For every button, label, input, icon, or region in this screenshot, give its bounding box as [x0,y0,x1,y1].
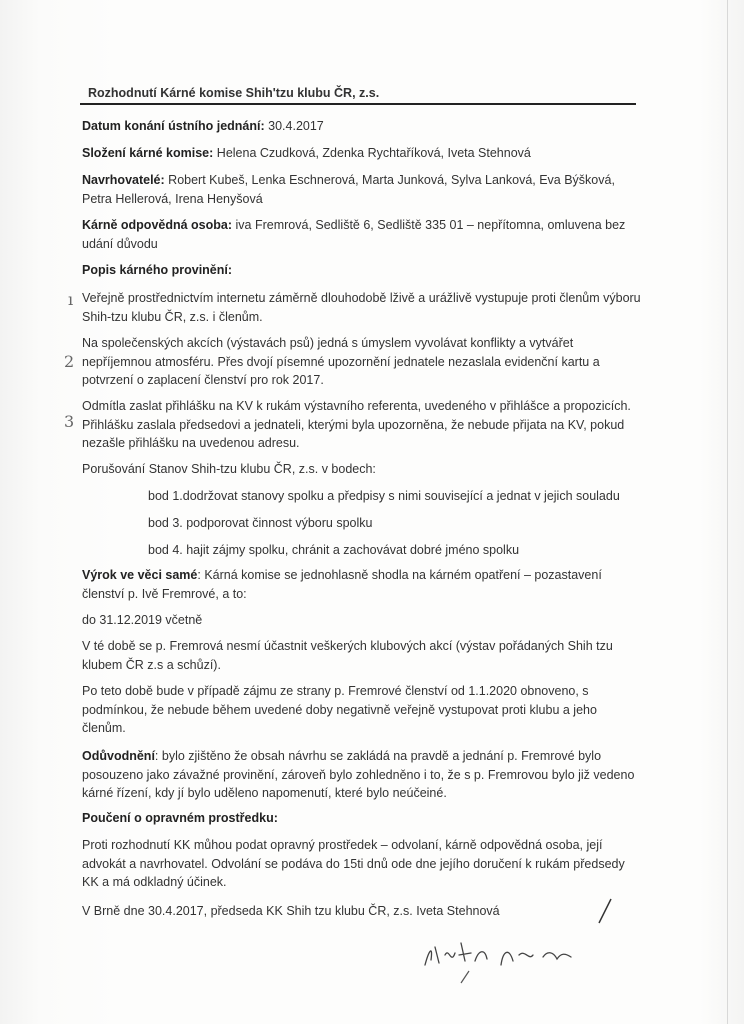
reasoning-label: Odůvodnění [82,749,155,763]
statutes-intro: Porušování Stanov Shih-tzu klubu ČR, z.s. v bodech: [82,462,376,476]
page-edge [727,0,728,1024]
offence-paragraph-3: Odmítla zaslat přihlášku na KV k rukám výstavního referenta, uvedeného v přihlášce a propozicích. Přihlášku zaslala předsedovi a jednateli, kterými byla upozorněna, že nebude přijata na KV, pokud nezašle přihlášku na uvedenou adresu. [82,399,631,450]
verdict-paragraph-3: Po teto době bude v případě zájmu ze strany p. Fremrové členství od 1.1.2020 obnoveno, s podmínkou, že nebude během uvedené doby negativně veřejně vystupovat proti klubu a jeho členům. [82,684,597,735]
verdict-value: : Kárná komise se jednohlasně shodla na kárném opatření – pozastavení členství p. Ivě Fremrové, a to: [82,568,602,601]
appeal-paragraph: Proti rozhodnutí KK můhou podat opravný prostředek – odvolaní, kárně odpovědná osoba, její advokát a navrhovatel. Odvolání se podáva do 15ti dnů ode dne jejího doručení k rukám předsedy KK a má odkladný účinek. [82,838,625,889]
margin-mark-2: 2 [64,352,75,371]
signature-stroke-mark [595,895,615,925]
statute-point-1: bod 1.dodržovat stanovy spolku a předpisy s nimi související a jednat v jejich souladu [148,489,620,503]
proposers-label: Navrhovatelé: [82,173,165,187]
committee-value: Helena Czudková, Zdenka Rychtaříková, Iveta Stehnová [216,146,531,160]
responsible-value: iva Fremrová, Sedliště 6, Sedliště 335 01 – nepřítomna, omluvena bez udání důvodu [82,218,626,251]
proposers-value: Robert Kubeš, Lenka Eschnerová, Marta Junková, Sylva Lanková, Eva Býšková, Petra Hellerová, Irena Henyšová [82,173,615,206]
offence-paragraph-2: Na společenských akcích (výstavách psů) jedná s úmyslem vyvolávat konflikty a vytvářet nepříjemnou atmosféru. Přes dvojí písemné upozornění jednatele nezaslala evidenční kartu a potvrzení o zaplacení členství pro rok 2017. [82,336,600,387]
appeal-heading: Poučení o opravném prostředku: [82,811,278,825]
statute-point-4: bod 4. hajit zájmy spolku, chránit a zachovávat dobré jméno spolku [148,543,520,557]
closing-line: V Brně dne 30.4.2017, předseda KK Shih tzu klubu ČR, z.s. Iveta Stehnová [82,904,500,918]
verdict-label: Výrok ve věci samé [82,568,198,582]
committee-line [82,144,642,163]
proposers-line [82,171,642,208]
reasoning-line [82,747,642,803]
margin-mark-3: 3 [64,412,75,431]
verdict-paragraph-2: V té době se p. Fremrová nesmí účastnit veškerých klubových akcí (výstav pořádaných Shih tzu klubem ČR z.s a schůzí). [82,639,613,672]
document-header: Rozhodnutí Kárné komise Shih'tzu klubu ČR, z.s. [88,86,380,100]
committee-label: Složení kárné komise: [82,146,214,160]
verdict-until: do 31.12.2019 včetně [82,613,203,627]
date-value: 30.4.2017 [268,119,324,133]
header-rule [80,103,636,105]
verdict-line [82,566,642,603]
offence-heading: Popis kárného provinění: [82,263,233,277]
margin-mark-1: ı [68,290,74,309]
responsible-label: Kárně odpovědná osoba: [82,218,233,232]
responsible-line [82,216,642,253]
offence-paragraph-1: Veřejně prostřednictvím internetu záměrně dlouhodobě lživě a urážlivě vystupuje proti členům výboru Shih-tzu klubu ČR, z.s. i členům. [82,291,641,324]
date-label: Datum konání ústního jednání: [82,119,265,133]
handwritten-signature [415,925,595,985]
statute-point-3: bod 3. podporovat činnost výboru spolku [148,516,373,530]
date-line [82,117,642,136]
reasoning-value: : bylo zjištěno že obsah návrhu se zakládá na pravdě a jednání p. Fremrové bylo posouzeno jako závažné provinění, zároveň bylo zohledněno i to, že s p. Fremrovou bylo již vedeno kárné řízení, kdy jí bylo uděleno napomenutí, které bylo neúčeiné. [82,749,635,800]
